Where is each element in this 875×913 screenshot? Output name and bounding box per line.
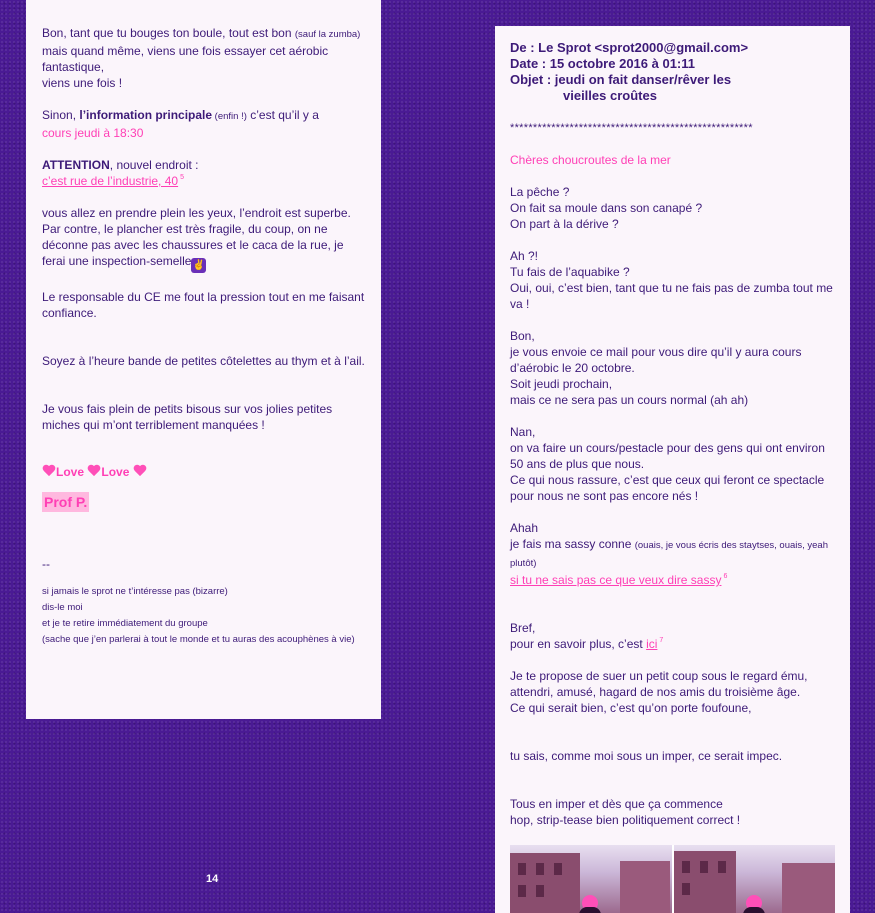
person-figure-body <box>743 907 765 913</box>
text-line: Je vous fais plein de petits bisous sur vos jolies petites miches qui m’ont terriblement manquées ! <box>42 402 333 432</box>
heart-icon <box>87 465 101 477</box>
greeting: Chères choucroutes de la mer <box>510 153 671 167</box>
building <box>782 863 836 913</box>
text-line: mais ce ne sera pas un cours normal (ah ah) <box>510 393 749 407</box>
text-line: Je te propose de suer un petit coup sous le regard ému, attendri, amusé, hagard de nos amis du troisième âge. <box>510 669 808 699</box>
text-span: Bon, tant que tu bouges ton boule, tout est bon <box>42 26 292 40</box>
text-line: La pêche ? <box>510 185 570 199</box>
love-text: Love <box>101 465 130 479</box>
text-line: Soyez à l’heure bande de petites côtelettes au thym et à l’ail. <box>42 354 365 368</box>
photo-right-half <box>672 845 836 913</box>
text-span: Par contre, le plancher est très fragile, du coup, on ne déconne pas avec les chaussures et le caca de la rue, je ferai une inspection-semelle <box>42 222 344 268</box>
page-number: 14 <box>206 873 219 885</box>
text-line: Tous en imper et dès que ça commence <box>510 797 723 811</box>
text-line: Ce qui serait bien, c’est qu’on porte foufoune, <box>510 701 752 715</box>
text-line: On fait sa moule dans son canapé ? <box>510 201 703 215</box>
text-line <box>42 173 365 189</box>
aside-text: (enfin !) <box>212 111 247 122</box>
building <box>620 861 670 913</box>
info-link[interactable]: ici <box>646 637 658 651</box>
love-line <box>42 464 365 480</box>
text-line: On part à la dérive ? <box>510 217 619 231</box>
sassy-link[interactable]: si tu ne sais pas ce que veux dire sassy <box>510 573 722 587</box>
building <box>674 851 736 913</box>
signature: Prof P. <box>44 494 88 510</box>
text-line: viens une fois ! <box>42 76 123 90</box>
text-line: Soit jeudi prochain, <box>510 377 613 391</box>
text-line: Bon, <box>510 329 535 343</box>
text-line: Ce qui nous rassure, c’est que ceux qui feront ce spectacle pour nous ne sont pas encore nés ! <box>510 473 825 503</box>
footer-line: dis-le moi <box>42 602 83 613</box>
text-line: Oui, oui, c’est bien, tant que tu ne fais pas de zumba tout me va ! <box>510 281 833 311</box>
aside-text: (ouais, je vous écris des staytses, ouais, yeah plutôt) <box>510 540 828 569</box>
text-line: Le responsable du CE me fout la pression tout en me faisant confiance. <box>42 290 365 320</box>
email-date: Date : 15 octobre 2016 à 01:11 <box>510 56 695 71</box>
signature-line <box>42 492 365 512</box>
heart-icon <box>42 465 56 477</box>
footer-line: et je te retire immédiatement du groupe <box>42 618 208 629</box>
footnote-marker: 7 <box>659 637 664 644</box>
text-line: Ahah <box>510 521 539 535</box>
text-line <box>42 221 365 273</box>
text-span: pour en savoir plus, c’est <box>510 637 647 651</box>
bold-text: l’information principale <box>79 108 213 122</box>
email-header <box>510 40 835 104</box>
aside-text: (sauf la zumba) <box>294 29 361 40</box>
left-page-panel <box>26 0 381 719</box>
text-line: Tu fais de l’aquabike ? <box>510 265 630 279</box>
text-span: Sinon, <box>42 108 80 122</box>
text-line: mais quand même, viens une fois essayer cet aérobic fantastique, <box>42 44 329 74</box>
photo-left-half <box>510 845 672 913</box>
street-photo <box>510 845 835 913</box>
dashes: -- <box>42 557 50 571</box>
text-line <box>42 25 365 43</box>
love-text: Love <box>56 465 85 479</box>
text-line <box>510 636 835 652</box>
text-line: Bref, <box>510 621 536 635</box>
text-line <box>510 536 835 572</box>
text-line: tu sais, comme moi sous un imper, ce serait impec. <box>510 749 783 763</box>
email-subject-continued: vieilles croûtes <box>563 88 657 103</box>
heart-icon <box>133 465 147 477</box>
text-span: , nouvel endroit : <box>109 158 199 172</box>
text-line: Nan, <box>510 425 536 439</box>
footnote-marker: 5 <box>180 174 184 181</box>
attention-label: ATTENTION <box>42 158 110 172</box>
text-line: hop, strip-tease bien politiquement correct ! <box>510 813 741 827</box>
text-span: je fais ma sassy conne <box>510 537 632 551</box>
email-subject: Objet : jeudi on fait danser/rêver les <box>510 72 732 87</box>
text-line <box>42 107 365 125</box>
email-from: De : Le Sprot <sprot2000@gmail.com> <box>510 40 749 55</box>
text-span: c’est qu’il y a <box>246 108 319 122</box>
person-figure-body <box>579 907 601 913</box>
right-page-panel <box>495 26 850 913</box>
footnote-marker: 6 <box>723 573 728 580</box>
text-line: vous allez en prendre plein les yeux, l’endroit est superbe. <box>42 206 351 220</box>
text-line: je vous envoie ce mail pour vous dire qu’il y aura cours d’aérobic le 20 octobre. <box>510 345 802 375</box>
shoe-emoji-icon: ✌ <box>192 260 206 271</box>
separator-stars: ***************************************************** <box>510 122 753 134</box>
footer-line: si jamais le sprot ne t’intéresse pas (bizarre) <box>42 586 228 597</box>
text-line <box>42 157 365 173</box>
text-line: Ah ?! <box>510 249 539 263</box>
text-line <box>510 572 835 588</box>
building <box>510 853 580 913</box>
address-link[interactable]: c’est rue de l’industrie, 40 <box>42 174 179 188</box>
footer-line: (sache que j’en parlerai à tout le monde et tu auras des acouphènes à vie) <box>42 634 355 645</box>
course-time: cours jeudi à 18:30 <box>42 126 144 140</box>
text-line: on va faire un cours/pestacle pour des gens qui ont environ 50 ans de plus que nous. <box>510 441 825 471</box>
